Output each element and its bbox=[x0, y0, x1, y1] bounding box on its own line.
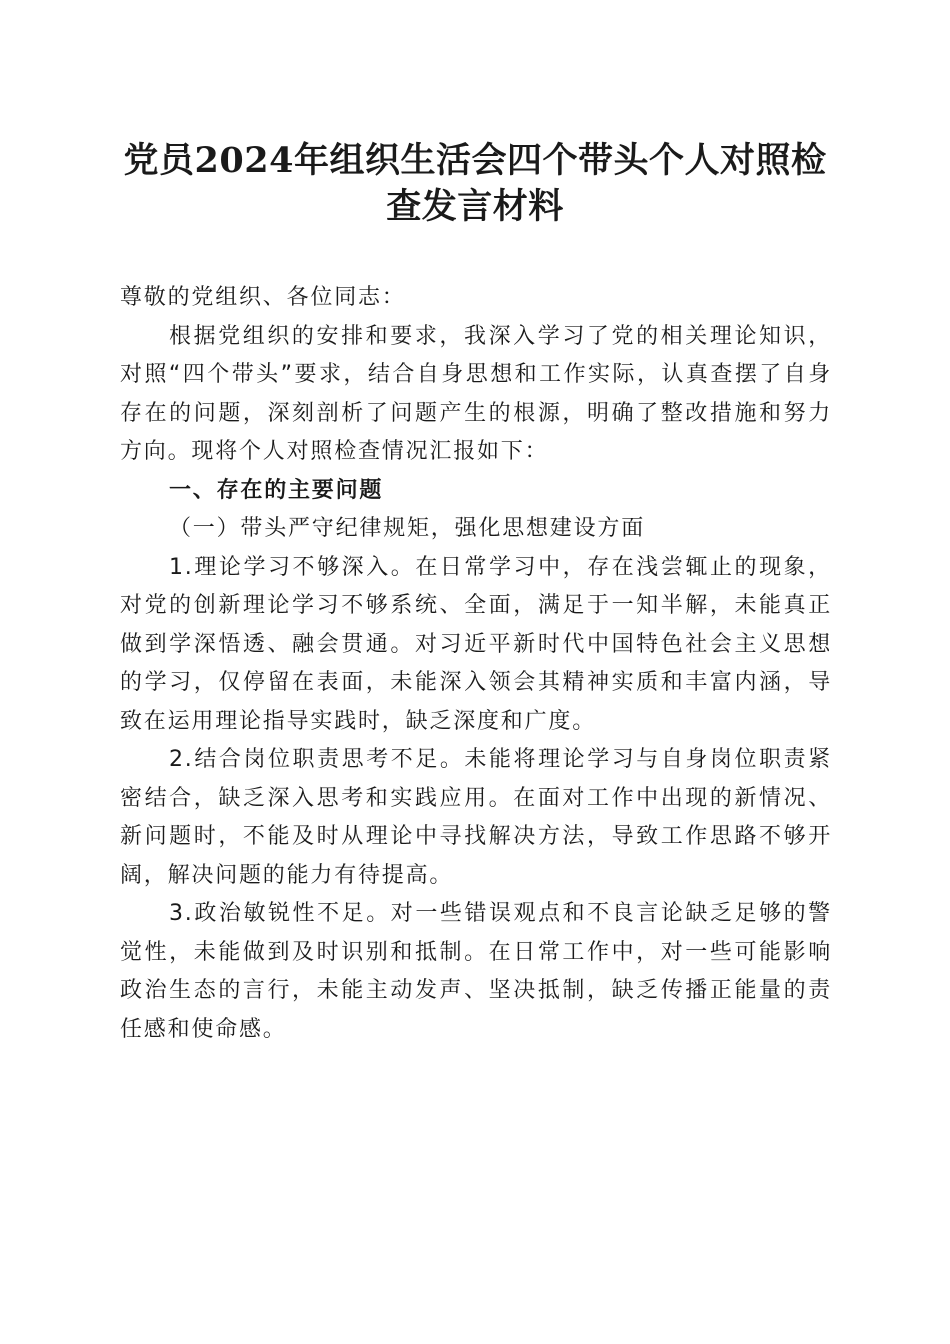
problem-item-1: 1.理论学习不够深入。在日常学习中，存在浅尝辄止的现象，对党的创新理论学习不够系统、全面，满足于一知半解，未能真正做到学深悟透、融会贯通。对习近平新时代中国特色社会主义思想的学习，仅停留在表面，未能深入领会其精神实质和丰富内涵，导致在运用理论指导实践时，缺乏深度和广度。 bbox=[120, 554, 832, 734]
salutation: 尊敬的党组织、各位同志： bbox=[120, 285, 406, 310]
problem-item-3: 3.政治敏锐性不足。对一些错误观点和不良言论缺乏足够的警觉性，未能做到及时识别和抵制。在日常工作中，对一些可能影响政治生态的言行，未能主动发声、坚决抵制，缺乏传播正能量的责任感和使命感。 bbox=[120, 901, 832, 1042]
subsection-heading-discipline: （一）带头严守纪律规矩，强化思想建设方面 bbox=[169, 516, 646, 541]
section-heading-problems: 一、存在的主要问题 bbox=[169, 477, 384, 503]
document-title: 党员2024年组织生活会四个带头个人对照检查发言材料 bbox=[123, 140, 827, 227]
intro-paragraph: 根据党组织的安排和要求，我深入学习了党的相关理论知识，对照“四个带头”要求，结合自身思想和工作实际，认真查摆了自身存在的问题，深刻剖析了问题产生的根源，明确了整改措施和努力方向。现将个人对照检查情况汇报如下： bbox=[120, 323, 832, 464]
problem-item-2: 2.结合岗位职责思考不足。未能将理论学习与自身岗位职责紧密结合，缺乏深入思考和实践应用。在面对工作中出现的新情况、新问题时，不能及时从理论中寻找解决方法，导致工作思路不够开阔，解决问题的能力有待提高。 bbox=[120, 747, 832, 888]
document-body bbox=[120, 279, 832, 1049]
